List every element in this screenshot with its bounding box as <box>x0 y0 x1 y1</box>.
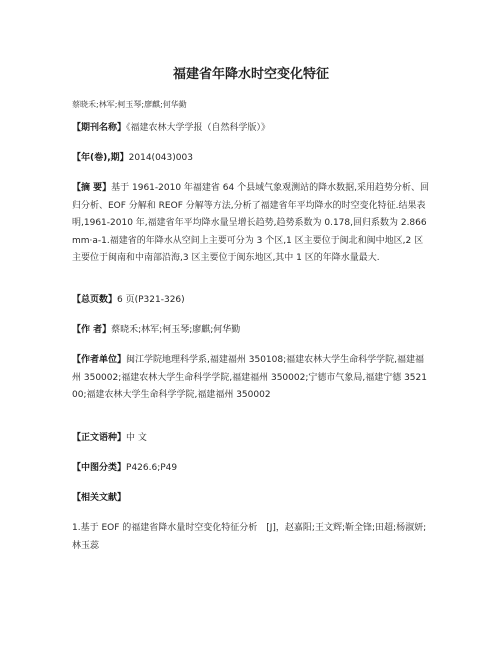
abstract-value: 基于 1961-2010 年福建省 64 个县域气象观测站的降水数据,采用趋势分析、回归分析、EOF 分解和 REOF 分解等方法,分析了福建省年平均降水的时空变化特征.结果表明,1961-2010 年,福建省年平均降水量呈增长趋势,趋势系数为 0.178,回归系数为 2.866mm·a-1.福建省的年降水从空间上主要可分为 3 个区,1 区主要位于闽北和闽中地区,2 区主要位于闽南和中南部沿海,3 区主要位于闽东地区,其中 1 区的年降水量最大. <box>72 183 429 263</box>
related-field <box>72 490 430 508</box>
abstract-field <box>72 180 430 268</box>
reference-text[interactable]: 1.基于 EOF 的福建省降水量时空变化特征分析 [J]，赵嘉阳;王文辉;靳全锋;田超;杨淑妍;林玉蕊 <box>72 523 427 551</box>
clc-field <box>72 460 430 478</box>
author-value: 蔡晓禾;林军;柯玉琴;廖麒;何华勤 <box>111 325 241 335</box>
abstract-label: 【摘 要】 <box>72 183 112 193</box>
year-issue-value: 2014(043)003 <box>128 153 193 163</box>
author-label: 【作 者】 <box>72 325 112 335</box>
language-field <box>72 430 430 448</box>
page-title: 福建省年降水时空变化特征 <box>172 67 329 82</box>
clc-label: 【中图分类】 <box>72 463 127 473</box>
language-value: 中 文 <box>126 433 147 443</box>
year-issue-field <box>72 150 430 168</box>
year-issue-label: 【年(卷),期】 <box>72 153 129 163</box>
affiliation-value: 闽江学院地理科学系,福建福州 350108;福建农林大学生命科学学院,福建福州 350002;福建农林大学生命科学学院,福建福州 350002;宁德市气象局,福建宁德 352100;福建农林大学生命科学学院,福建福州 350002 <box>72 355 427 400</box>
journal-value: 《福建农林大学学报（自然科学版）》 <box>126 123 271 133</box>
related-label: 【相关文献】 <box>72 493 127 503</box>
language-label: 【正文语种】 <box>72 433 127 443</box>
reference-item[interactable] <box>72 520 430 555</box>
pages-field <box>72 292 430 310</box>
pages-value: 6 页(P321-326) <box>117 295 185 305</box>
journal-label: 【期刊名称】 <box>72 123 127 133</box>
clc-value: P426.6;P49 <box>126 463 178 473</box>
journal-field <box>72 120 430 138</box>
affiliation-field <box>72 352 430 405</box>
author-field <box>72 322 430 340</box>
pages-label: 【总页数】 <box>72 295 118 305</box>
authors-line: 蔡晓禾;林军;柯玉琴;廖麒;何华勤 <box>72 100 187 109</box>
affiliation-label: 【作者单位】 <box>72 355 127 365</box>
